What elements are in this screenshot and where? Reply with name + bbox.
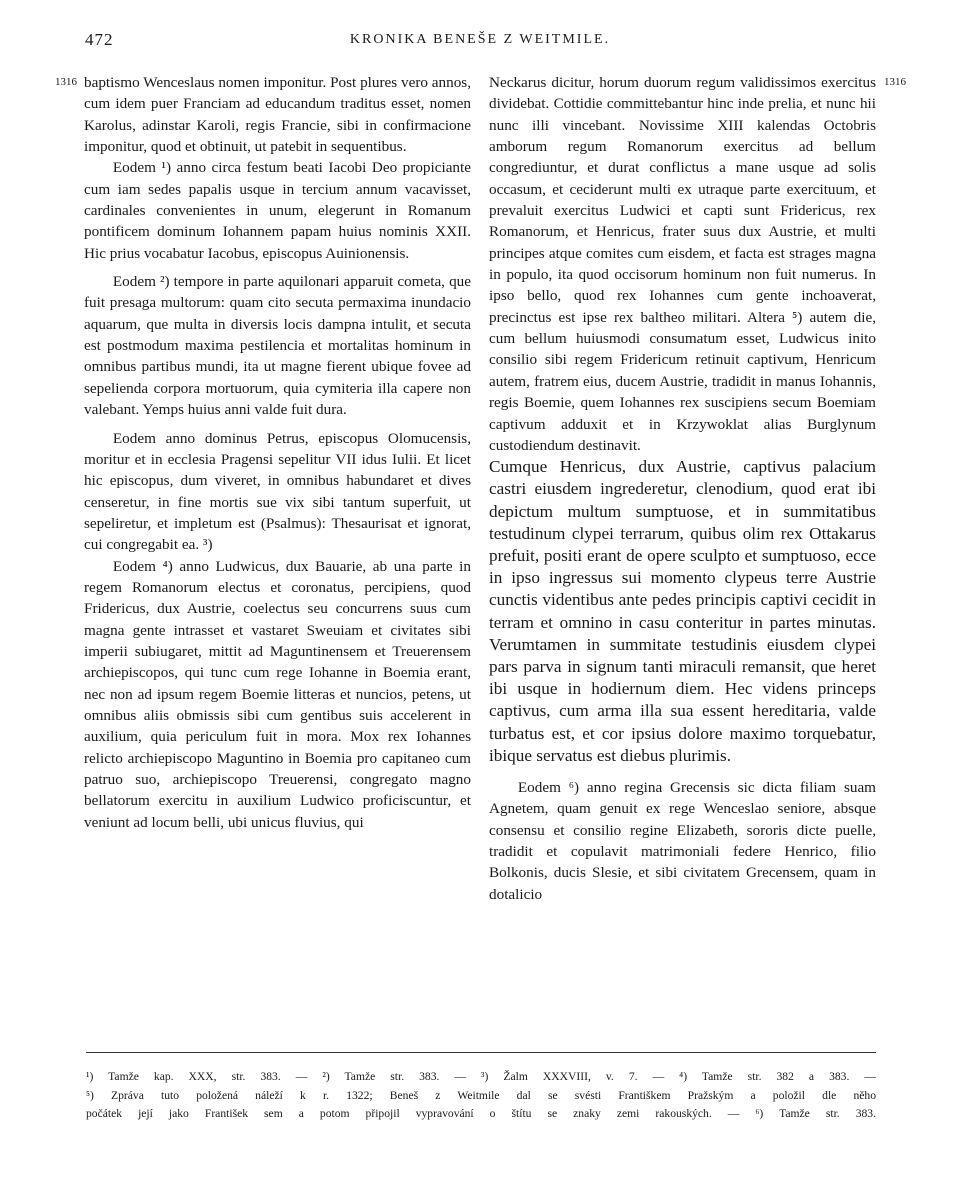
paragraph: Eodem ²) tempore in parte aquilonari apparuit cometa, que fuit presaga multorum: quam cito secuta permaxima inundacio aquarum, que multa in diversis locis dampna intulit, et secuta est postmodum maxima pestilencia et mortalitas hominum in omnibus partibus mundi, ita ut magne fierent ubique fovee ad sepelienda corpora mortuorum, quia cymiteria illa capere non valebant. Yemps huius anni valde fuit dura. [84,273,471,419]
left-text-column [84,72,471,833]
margin-year-left: 1316 [55,76,77,88]
footnote-divider [86,1052,876,1053]
paragraph: Eodem ⁶) anno regina Grecensis sic dicta filiam suam Agnetem, quam genuit ex rege Wenceslao seniore, absque consensu et consilio regine Elizabeth, sororis dicte puelle, tradidit et copulavit matrimoniali federe Henrico, filio Bolkonis, ducis Slesie, et sibi civitatem Grecensem, quam in dotalicio [489,779,876,903]
footnotes [86,1068,876,1124]
paragraph: Eodem ⁴) anno Ludwicus, dux Bauarie, ab una parte in regem Romanorum electus et coronatus, percipiens, quod Fridericus, dux Austrie, coelectus seu concurrens suus cum magna gente intrasset et vastaret Sweuiam et civitates sibi imperii subiugaret, mittit ad Maguntinensem et Treuerensem archiepiscopos, qui tunc cum rege Iohanne in Boemia erant, nec non ad ipsum regem Boemie litteras et nuncios, petens, ut omnibus aliis obmissis sibi cum gentibus suis accelerent in auxilium, quia periculum fuit in mora. Mox rex Iohannes relicto archiepiscopo Maguntino in Boemia pro capitaneo cum patruo suo, archiepiscopo Treuerensi, congregato magno bellatorum exercitu in auxilium Ludwico proficiscuntur, et veniunt ad locum belli, ubi unicus fluvius, qui [84,557,471,831]
footnote-line: ⁵) Zpráva tuto položená náleží k r. 1322; Beneš z Weitmile dal se svésti Františkem Pražským a položil dle něho [86,1088,876,1102]
paragraph: Neckarus dicitur, horum duorum regum validissimos exercitus dividebat. Cottidie committebantur hinc inde prelia, et nunc hii nunc illi vincebant. Novissime XIII kalendas Octobris amborum regum Romanorum exercitus ad bellum congrediuntur, et durat conflictus a mane usque ad solis occasum, et ceciderunt multi ex utraque parte exercituum, et prevaluit exercitus Ludwici et capti sunt Fridericus, rex Romanorum, et Henricus, frater suus dux Austrie, et multi principes atque comites cum eisdem, et facta est strages magna in populo, ita quod occisorum hominum non fuit numerus. In ipso bello, quod rex Iohannes cum gente inchoaverat, precinctus est ipse rex baltheo militari. Altera ⁵) autem die, cum bellum huiusmodi consumatum esset, Ludwicus inito consilio sibi regem Fridericum retinuit captivum, Henricum autem, fratrem eius, ducem Austrie, tradidit in manus Iohannis, regis Boemie, quem Iohannes rex suscipiens secum Boemiam captivum adduxit et in Krzywoklat alias Burglynum custodiendum destinavit. [489,74,876,454]
page-number: 472 [85,30,114,49]
paragraph: Eodem ¹) anno circa festum beati Iacobi Deo propiciante cum iam sedes papalis usque in tercium annum vacavisset, cardinales convenientes in unum, elegerunt in Romanum pontificem dominum Iohannem papam huius nominis XXII. Hic prius vocabatur Iacobus, episcopus Auinionensis. [84,159,471,262]
paragraph: Eodem anno dominus Petrus, episcopus Olomucensis, moritur et in ecclesia Pragensi sepelitur VII idus Iulii. Et licet hic episcopus, dum viveret, in omnibus habundaret et dives censeretur, in fine mortis sue vix sibi tantum superfuit, ut sepeliretur, et impletum est (Psalmus): Thesaurisat et ignorat, cui congregabit ea. ³) [84,429,471,554]
footnote-line: počátek její jako František sem a potom připojil vypravování o štítu se znaky zemi rakouských. — ⁶) Tamže str. 383. [86,1107,876,1120]
margin-year-right: 1316 [884,76,906,88]
right-text-column [489,72,876,905]
paragraph: baptismo Wenceslaus nomen imponitur. Post plures vero annos, cum idem puer Franciam ad educandum traditus esset, nomen Karolus, adinstar Karoli, regis Francie, sibi in confirmacione imponitur, quod et obtinuit, ut patebit in sequentibus. [84,74,471,156]
footnote-line: ¹) Tamže kap. XXX, str. 383. — ²) Tamže str. 383. — ³) Žalm XXXVIII, v. 7. — ⁴) Tamže str. 382 a 383. — [86,1070,876,1083]
running-title: KRONIKA BENEŠE Z WEITMILE. [349,32,611,47]
paragraph-large-type: Cumque Henricus, dux Austrie, captivus palacium castri eiusdem ingrederetur, clenodium, quod erat ibi depictum multum sumptuose, et in summitatibus testudinum clypei terrarum, quibus olim rex Ottakarus prefuit, positi erant de opere sculpto et sumptuoso, ecce in ipso ingressus sui momento clypeus terre Austrie cunctis videntibus ante pedes principis captivi cecidit in terram et omnino in casu conteritur in partes minutas. Verumtamen in summitate testudinis eiusdem clypei pars parva in signum tanti miraculi remansit, que heret ibi usque in hodiernum diem. Hec videns princeps captivus, cum arma illa sua essent hereditaria, valde turbatus est, et cor ipsius dolore maximo torquebatur, ibique servatus est diebus plurimis. [489,457,876,765]
page-header [0,30,960,56]
